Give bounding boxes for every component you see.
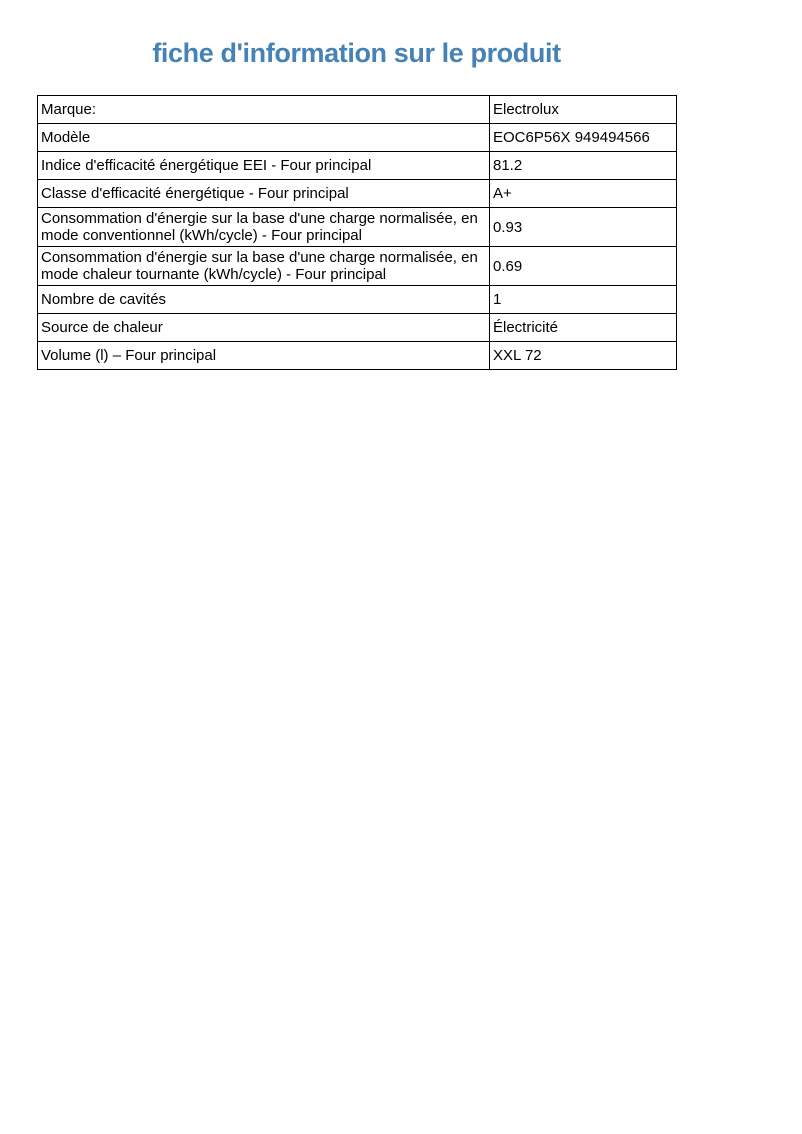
table-row xyxy=(38,286,677,314)
table-row xyxy=(38,342,677,370)
spec-value: 81.2 xyxy=(490,152,677,180)
spec-value: 0.69 xyxy=(490,247,677,286)
spec-value: Electrolux xyxy=(490,96,677,124)
product-spec-table xyxy=(37,95,677,370)
table-row xyxy=(38,96,677,124)
table-row xyxy=(38,124,677,152)
table-row xyxy=(38,208,677,247)
table-row xyxy=(38,247,677,286)
spec-value: Électricité xyxy=(490,314,677,342)
spec-value: 1 xyxy=(490,286,677,314)
spec-value: A+ xyxy=(490,180,677,208)
table-row xyxy=(38,314,677,342)
spec-label: Consommation d'énergie sur la base d'une charge normalisée, en mode conventionnel (kWh/cycle) - Four principal xyxy=(38,208,490,247)
spec-label: Classe d'efficacité énergétique - Four principal xyxy=(38,180,490,208)
spec-label: Modèle xyxy=(38,124,490,152)
spec-label: Nombre de cavités xyxy=(38,286,490,314)
spec-label: Source de chaleur xyxy=(38,314,490,342)
spec-table-body xyxy=(38,96,677,370)
spec-label: Marque: xyxy=(38,96,490,124)
spec-label: Volume (l) – Four principal xyxy=(38,342,490,370)
page-title: fiche d'information sur le produit xyxy=(152,38,561,68)
spec-label: Indice d'efficacité énergétique EEI - Four principal xyxy=(38,152,490,180)
spec-label: Consommation d'énergie sur la base d'une charge normalisée, en mode chaleur tournante (kWh/cycle) - Four principal xyxy=(38,247,490,286)
spec-value: 0.93 xyxy=(490,208,677,247)
spec-value: EOC6P56X 949494566 xyxy=(490,124,677,152)
table-row xyxy=(38,152,677,180)
spec-value: XXL 72 xyxy=(490,342,677,370)
table-row xyxy=(38,180,677,208)
